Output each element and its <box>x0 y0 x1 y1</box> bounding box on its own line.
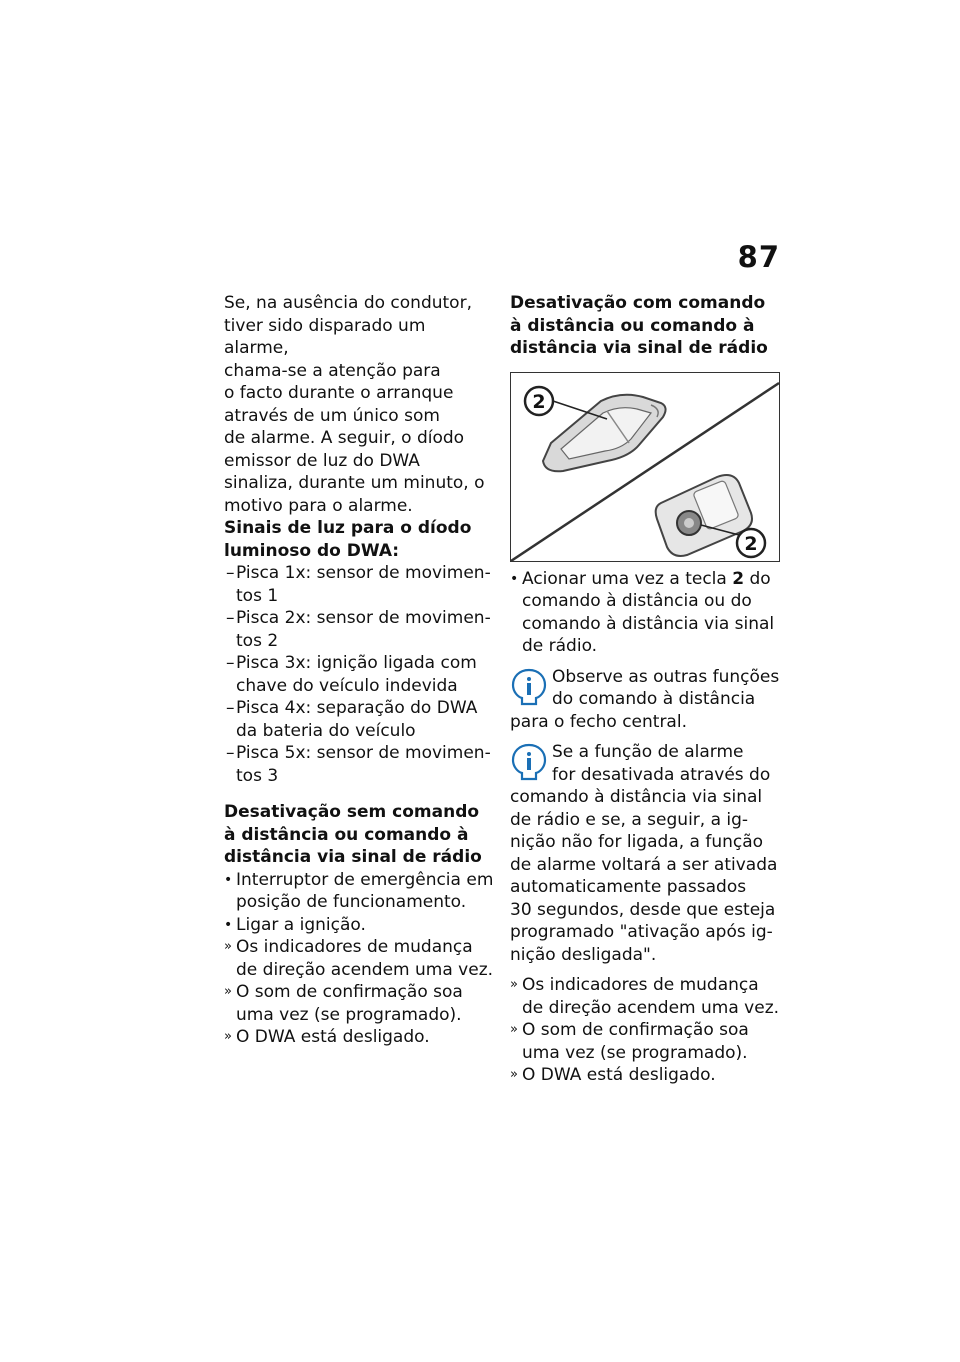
info-icon <box>510 743 548 781</box>
list-item: » Os indicadores de mudança de direção acendem uma vez. <box>224 937 494 980</box>
list-item: – Pisca 3x: ignição ligada com chave do veículo indevida <box>226 653 477 696</box>
result-arrow-icon: » <box>224 984 232 999</box>
note-alarm-reactivation <box>510 741 782 966</box>
results-list <box>510 974 782 1087</box>
svg-text:2: 2 <box>744 532 758 555</box>
list-item: – Pisca 4x: separação do DWA da bateria do veículo <box>226 698 478 741</box>
dash-icon: – <box>226 608 235 628</box>
list-item: • Interruptor de emergência em posição de funcionamento. <box>224 869 494 912</box>
left-column <box>224 292 494 1049</box>
list-item: • Acionar uma vez a tecla 2 do comando à distância ou do comando à distância via sinal de rádio. <box>510 568 775 656</box>
deactivation-without-remote-heading: Desativação sem comando à distância ou comando à distância via sinal de rádio <box>224 802 482 867</box>
page-number: 87 <box>737 240 780 274</box>
list-item: » Os indicadores de mudança de direção acendem uma vez. <box>510 975 780 1018</box>
info-icon <box>510 668 548 706</box>
result-arrow-icon: » <box>510 1067 518 1082</box>
note-central-locking <box>510 666 782 734</box>
result-arrow-icon: » <box>510 1022 518 1037</box>
list-item: » O som de confirmação soa uma vez (se programado). <box>510 1020 749 1063</box>
list-item: – Pisca 1x: sensor de movimen- tos 1 <box>226 563 491 606</box>
remote-key-figure <box>510 372 780 562</box>
key-fob-top <box>543 394 666 471</box>
list-item: » O som de confirmação soa uma vez (se programado). <box>224 982 463 1025</box>
note-text-first: Se a função de alarme for desativada através do <box>552 742 771 785</box>
list-item: • Ligar a ignição. <box>224 914 366 935</box>
deactivation-with-remote-heading: Desativação com comando à distância ou comando à distância via sinal de rádio <box>510 293 768 358</box>
result-arrow-icon: » <box>224 1029 232 1044</box>
list-item: – Pisca 5x: sensor de movimen- tos 3 <box>226 743 491 786</box>
dash-icon: – <box>226 698 235 718</box>
signals-list <box>224 562 494 787</box>
result-arrow-icon: » <box>224 939 232 954</box>
intro-paragraph: Se, na ausência do condutor, tiver sido disparado um alarme, chama-se a atenção para o facto durante o arranque através de um único som de alarme. A seguir, o díodo emissor de luz do DWA sinaliza, durante um minuto, o motivo para o alarme. <box>224 293 485 516</box>
list-item: – Pisca 2x: sensor de movimen- tos 2 <box>226 608 491 651</box>
results-list <box>224 936 494 1049</box>
steps-list <box>224 869 494 937</box>
signals-heading: Sinais de luz para o díodo luminoso do DWA: <box>224 518 472 561</box>
bullet-icon: • <box>224 916 233 933</box>
right-column <box>510 292 782 1087</box>
remote-step-list <box>510 568 782 658</box>
note-text-first: Observe as outras funções do comando à distância <box>552 666 780 709</box>
list-item: » O DWA está desligado. <box>510 1065 716 1085</box>
remote-key-illustration <box>511 373 779 561</box>
list-item: » O DWA está desligado. <box>224 1027 430 1047</box>
bullet-icon: • <box>510 570 519 587</box>
callout-label-top <box>525 387 607 419</box>
dash-icon: – <box>226 563 235 583</box>
dash-icon: – <box>226 743 235 763</box>
key-reference: 2 <box>732 568 745 589</box>
svg-text:2: 2 <box>532 390 546 413</box>
note-text-rest: para o fecho central. <box>510 711 687 732</box>
dash-icon: – <box>226 653 235 673</box>
result-arrow-icon: » <box>510 977 518 992</box>
bullet-icon: • <box>224 871 233 888</box>
note-text-rest: comando à distância via sinal de rádio e se, a seguir, a ig- nição não for ligada, a função de alarme voltará a ser ativada automaticamente passados 30 segundos, desde que esteja programado "ativação após ig- nição desligada". <box>510 787 778 965</box>
